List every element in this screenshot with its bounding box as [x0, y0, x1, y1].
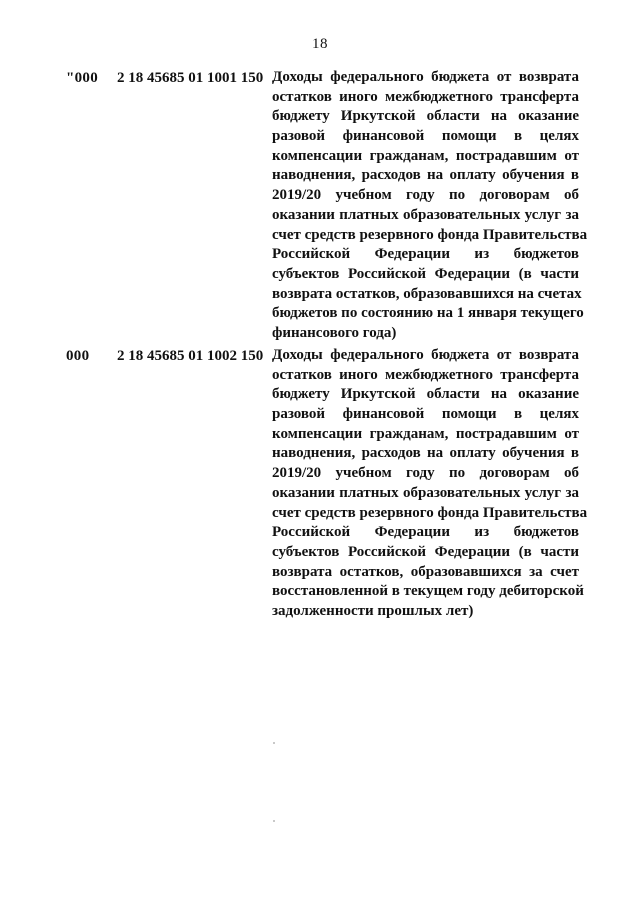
description-line: бюджету Иркутской области на оказание	[272, 108, 579, 125]
description-line: наводнения, расходов на оплату обучения в	[272, 445, 579, 462]
description-line: субъектов Российской Федерации (в части	[272, 265, 579, 282]
income-description	[272, 68, 588, 344]
scan-speck	[273, 742, 275, 744]
description-line: Российской Федерации из бюджетов	[272, 524, 579, 541]
description-line: оказании платных образовательных услуг за	[272, 484, 579, 501]
description-line: Доходы федерального бюджета от возврата	[272, 69, 579, 85]
description-line: возврата остатков, образовавшихся на счетах	[272, 285, 582, 302]
description-line: компенсации гражданам, пострадавшим от	[272, 147, 579, 164]
scan-speck	[273, 820, 275, 822]
description-line: остатков иного межбюджетного трансферта	[272, 366, 579, 383]
description-line: Доходы федерального бюджета от возврата	[272, 347, 579, 363]
admin-code: "000	[66, 70, 99, 86]
description-line: Российской Федерации из бюджетов	[272, 246, 579, 263]
description-line: счет средств резервного фонда Правительства	[272, 226, 588, 243]
description-line: субъектов Российской Федерации (в части	[272, 543, 579, 560]
admin-code: 000	[66, 348, 90, 364]
description-line: счет средств резервного фонда Правительства	[272, 504, 588, 521]
page-number: 18	[312, 36, 328, 52]
description-line: наводнения, расходов на оплату обучения в	[272, 167, 579, 184]
description-line: 2019/20 учебном году по договорам об	[272, 187, 579, 204]
description-line: бюджету Иркутской области на оказание	[272, 386, 579, 403]
description-line: бюджетов по состоянию на 1 января текущего	[272, 305, 584, 322]
description-line: возврата остатков, образовавшихся за счет	[272, 563, 579, 580]
description-line: остатков иного межбюджетного трансферта	[272, 88, 579, 105]
description-line: восстановленной в текущем году дебиторской	[272, 583, 584, 600]
description-line: 2019/20 учебном году по договорам об	[272, 465, 579, 482]
income-description	[272, 346, 588, 622]
description-line: задолженности прошлых лет)	[272, 602, 474, 619]
description-line: оказании платных образовательных услуг за	[272, 206, 579, 223]
budget-classification-code: 2 18 45685 01 1002 150	[117, 348, 264, 364]
budget-classification-code: 2 18 45685 01 1001 150	[117, 70, 264, 86]
description-line: разовой финансовой помощи в целях	[272, 128, 579, 145]
description-line: компенсации гражданам, пострадавшим от	[272, 425, 579, 442]
description-line: разовой финансовой помощи в целях	[272, 406, 579, 423]
description-line: финансового года)	[272, 324, 397, 341]
